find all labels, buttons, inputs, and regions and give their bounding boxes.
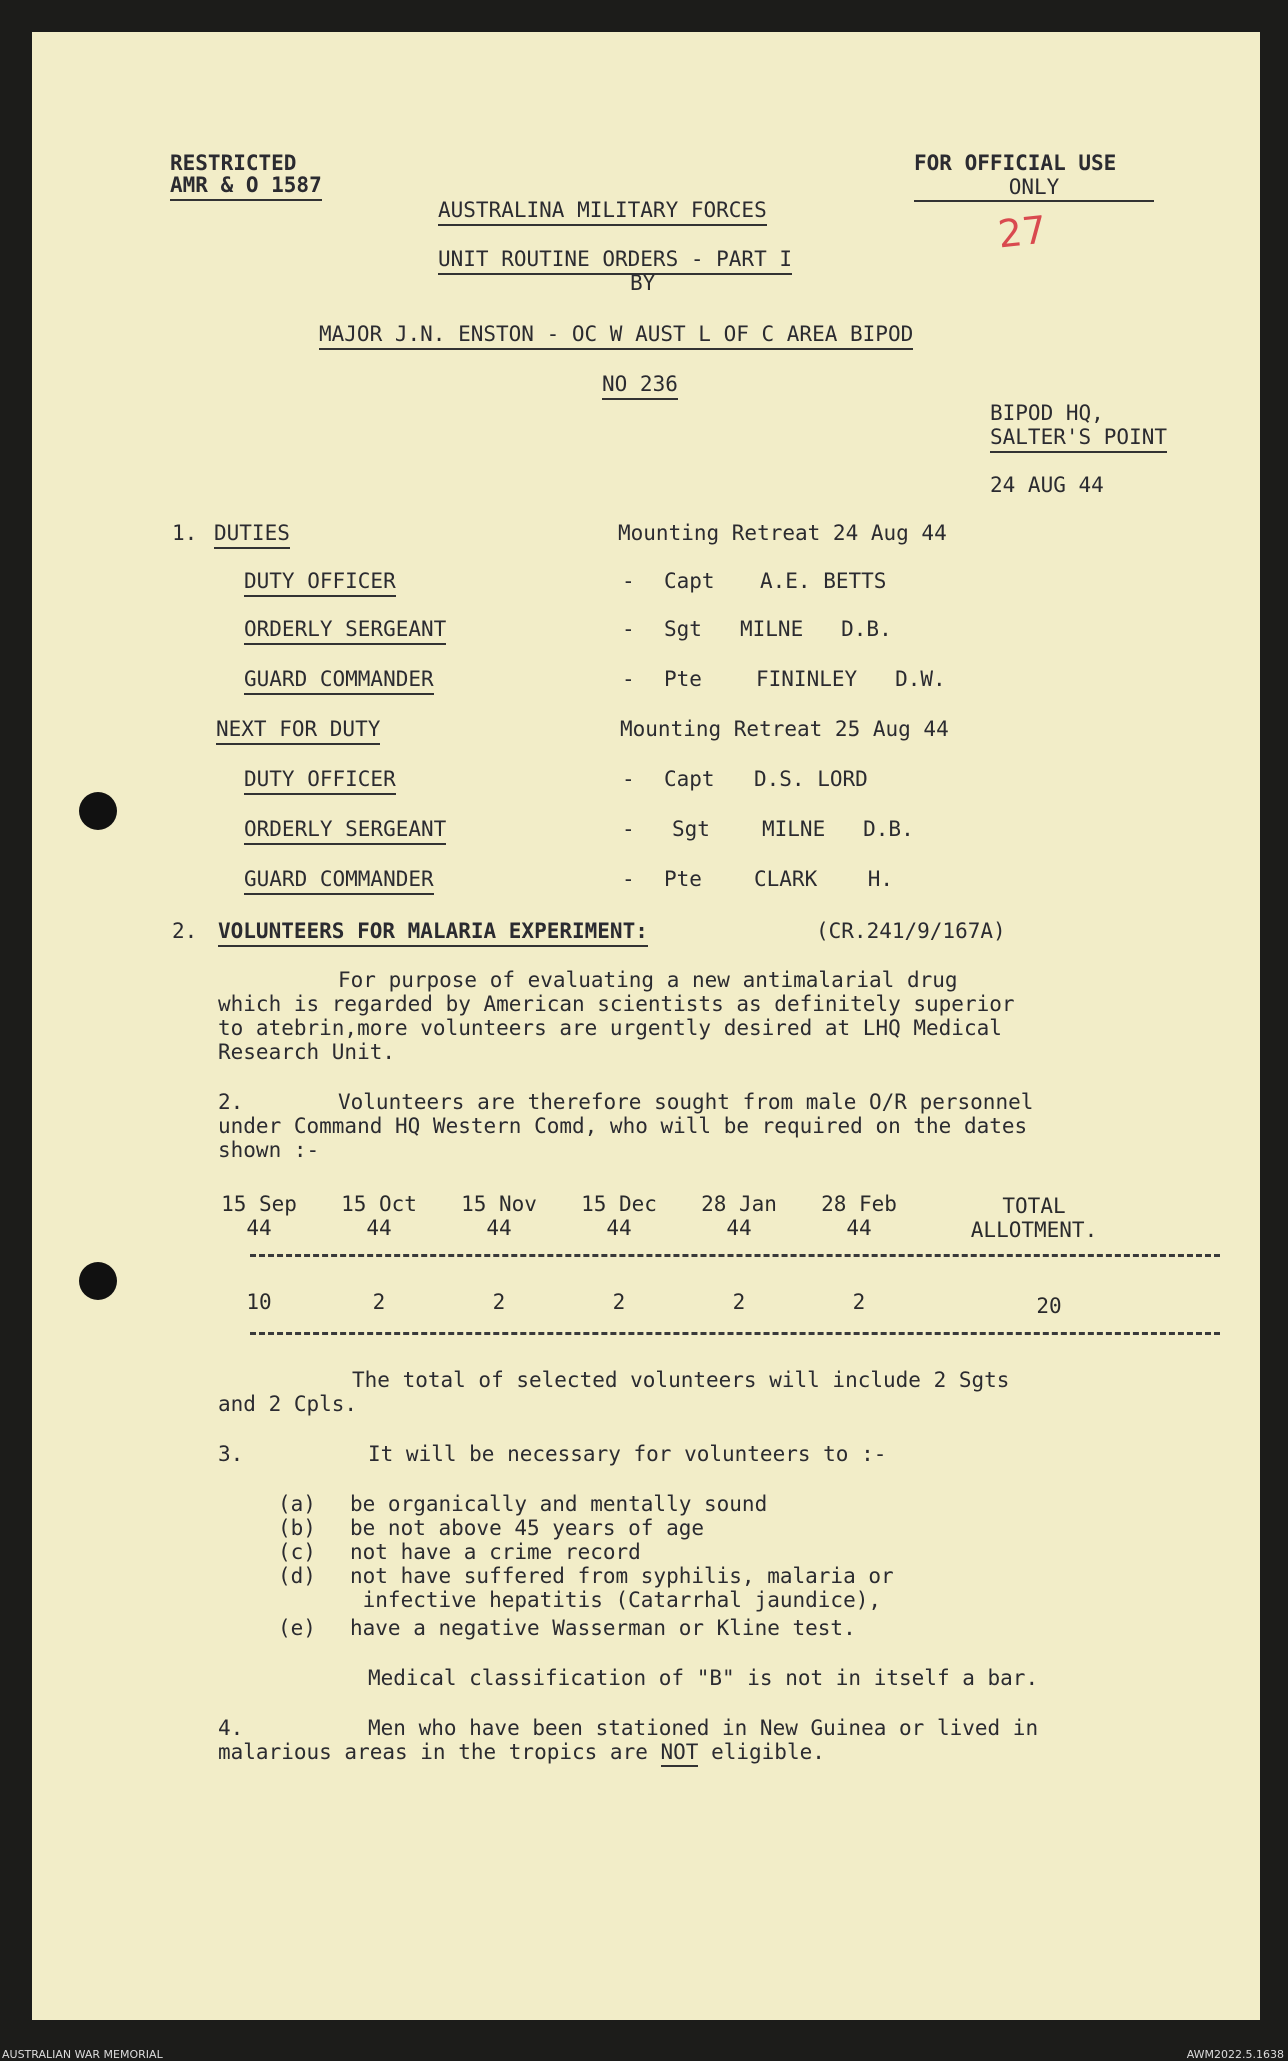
selected-volunteers-line2: and 2 Cpls.: [218, 1392, 358, 1416]
paragraph-1-line1: For purpose of evaluating a new antimalarial drug: [338, 968, 958, 992]
paragraph-4-line2-start: malarious areas in the tropics are: [218, 1740, 661, 1764]
duty-role: DUTY OFFICER: [244, 766, 396, 795]
handwritten-page-number: 27: [995, 207, 1049, 257]
date-header: 15 Dec 44: [581, 1192, 657, 1240]
order-number: NO 236: [602, 371, 678, 400]
condition-text: be organically and mentally sound: [350, 1492, 768, 1516]
condition-text: infective hepatitis (Catarrhal jaundice),: [350, 1588, 882, 1612]
duty-role: DUTY OFFICER: [244, 568, 396, 597]
paragraph-4-line1: Men who have been stationed in New Guinea or lived in: [368, 1716, 1039, 1740]
allotment-value: 2: [852, 1290, 866, 1314]
condition-label: (a): [278, 1492, 316, 1516]
paragraph-3-text: It will be necessary for volunteers to :-: [368, 1442, 887, 1466]
issuing-officer: MAJOR J.N. ENSTON - OC W AUST L OF C AREA BIPOD: [319, 321, 913, 350]
official-use-line2: ONLY: [914, 174, 1154, 202]
orders-title: UNIT ROUTINE ORDERS - PART I: [438, 246, 792, 275]
paragraph-4-number: 4.: [218, 1716, 244, 1740]
footer-archive-name: AUSTRALIAN WAR MEMORIAL: [2, 2048, 163, 2061]
paragraph-2-line2: under Command HQ Western Comd, who will be required on the dates: [218, 1114, 1028, 1138]
malaria-heading: VOLUNTEERS FOR MALARIA EXPERIMENT:: [218, 918, 648, 947]
duty-name: FININLEY D.W.: [756, 667, 946, 691]
amr-reference: AMR & O 1587: [170, 172, 322, 201]
table-rule-top: [250, 1254, 1220, 1257]
date-header: 28 Jan 44: [701, 1192, 777, 1240]
duty-rank: Sgt: [664, 617, 702, 641]
paragraph-3-number: 3.: [218, 1442, 244, 1466]
duty-role: ORDERLY SERGEANT: [244, 616, 446, 645]
paragraph-1-line4: Research Unit.: [218, 1040, 396, 1064]
duty-name: D.S. LORD: [754, 767, 868, 791]
condition-text: not have suffered from syphilis, malaria or: [350, 1564, 894, 1588]
duty-dash: -: [622, 569, 635, 593]
date-header: 28 Feb 44: [821, 1192, 897, 1240]
official-use-line1: FOR OFFICIAL USE: [914, 151, 1117, 175]
date-header: 15 Sep 44: [221, 1192, 297, 1240]
next-for-duty-heading: NEXT FOR DUTY: [216, 716, 380, 745]
punch-hole-top: [79, 792, 117, 830]
duty-rank: Pte: [664, 667, 702, 691]
table-rule-bottom: [250, 1332, 1220, 1335]
malaria-reference: (CR.241/9/167A): [816, 919, 1006, 943]
duty-dash: -: [622, 667, 635, 691]
condition-text: not have a crime record: [350, 1540, 641, 1564]
duty-dash: -: [622, 817, 635, 841]
restricted-label: RESTRICTED: [170, 151, 297, 175]
order-date: 24 AUG 44: [990, 473, 1104, 497]
date-header: 15 Nov 44: [461, 1192, 537, 1240]
duty-dash: -: [622, 617, 635, 641]
allotment-value: 2: [612, 1290, 626, 1314]
allotment-value: 2: [372, 1290, 386, 1314]
section-2-number: 2.: [172, 919, 198, 943]
date-header: 15 Oct 44: [341, 1192, 417, 1240]
condition-label: (c): [278, 1540, 316, 1564]
footer-catalogue-id: AWM2022.5.1638: [1186, 2048, 1284, 2061]
duty-name: A.E. BETTS: [760, 569, 887, 593]
paragraph-2-line1: Volunteers are therefore sought from male O/R personnel: [338, 1090, 1034, 1114]
duties-heading: DUTIES: [214, 520, 290, 549]
condition-text: be not above 45 years of age: [350, 1516, 705, 1540]
condition-label: (b): [278, 1516, 316, 1540]
duty-name: MILNE D.B.: [740, 617, 892, 641]
allotment-value: 2: [492, 1290, 506, 1314]
allotment-value: 2: [732, 1290, 746, 1314]
forces-title: AUSTRALINA MILITARY FORCES: [438, 197, 767, 226]
section-1-number: 1.: [172, 521, 198, 545]
paragraph-4-line2: [218, 1740, 825, 1764]
duty-rank: Capt: [664, 767, 715, 791]
document-page: [32, 32, 1260, 2020]
condition-text: have a negative Wasserman or Kline test.: [350, 1616, 856, 1640]
selected-volunteers-line1: The total of selected volunteers will include 2 Sgts: [352, 1368, 1010, 1392]
punch-hole-bottom: [79, 1262, 117, 1300]
mounting-retreat-2: Mounting Retreat 25 Aug 44: [620, 717, 949, 741]
medical-classification-note: Medical classification of "B" is not in itself a bar.: [368, 1666, 1039, 1690]
allotment-value: 10: [246, 1290, 272, 1314]
duty-rank: Sgt: [672, 817, 710, 841]
paragraph-1-line3: to atebrin,more volunteers are urgently desired at LHQ Medical: [218, 1016, 1002, 1040]
duty-rank: Pte: [664, 867, 702, 891]
duty-rank: Capt: [664, 569, 715, 593]
duty-dash: -: [622, 767, 635, 791]
duty-dash: -: [622, 867, 635, 891]
duty-role: GUARD COMMANDER: [244, 866, 434, 895]
total-allotment-value: 20: [1036, 1294, 1062, 1318]
duty-name: CLARK H.: [754, 867, 894, 891]
condition-label: (d): [278, 1564, 316, 1588]
duty-role: ORDERLY SERGEANT: [244, 816, 446, 845]
location-line2: SALTER'S POINT: [990, 424, 1167, 453]
mounting-retreat-1: Mounting Retreat 24 Aug 44: [618, 521, 947, 545]
not-emphasis: NOT: [661, 1740, 699, 1767]
paragraph-2-line3: shown :-: [218, 1138, 320, 1162]
total-allotment-header: TOTAL ALLOTMENT.: [970, 1194, 1098, 1242]
paragraph-1-line2: which is regarded by American scientists as definitely superior: [218, 992, 1015, 1016]
by-label: BY: [630, 271, 656, 295]
paragraph-4-line2-end: eligible.: [698, 1740, 825, 1764]
duty-name: MILNE D.B.: [762, 817, 914, 841]
duty-role: GUARD COMMANDER: [244, 666, 434, 695]
paragraph-2-number: 2.: [218, 1090, 244, 1114]
condition-label: (e): [278, 1616, 316, 1640]
location-line1: BIPOD HQ,: [990, 401, 1104, 425]
